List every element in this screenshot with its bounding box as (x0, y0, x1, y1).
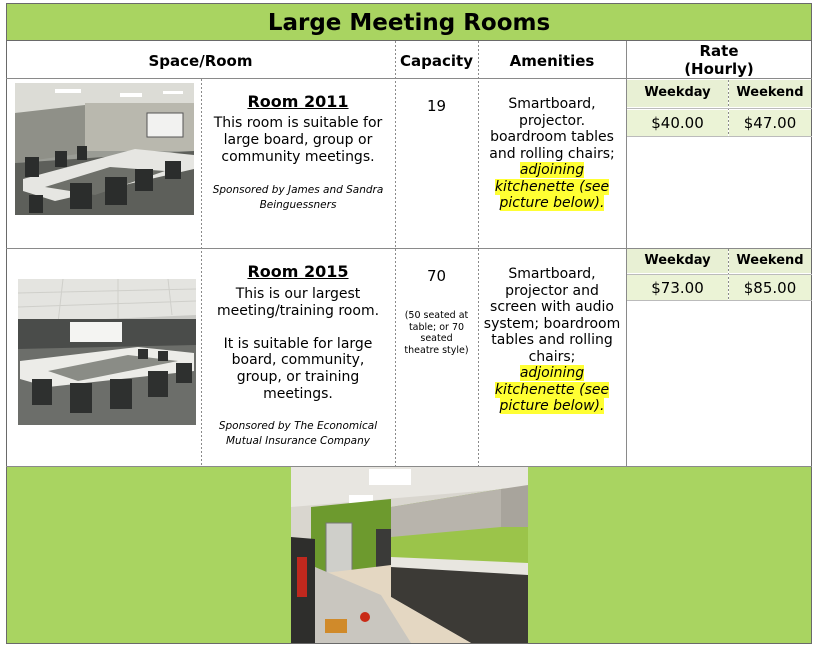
rate-divider (627, 136, 812, 137)
description-line: group, or training (236, 368, 360, 385)
kitchenette-note: picture below). (499, 398, 605, 414)
rate-weekday-label: Weekday (627, 80, 728, 107)
amenity-line: projector and (505, 282, 599, 299)
sponsor-line: Mutual Insurance Company (226, 435, 370, 447)
sponsor-line: Sponsored by James and Sandra (212, 184, 384, 196)
description-line: This is our largest (235, 286, 361, 302)
amenity-line: projector. (518, 112, 586, 129)
rate-weekday-value: $73.00 (627, 275, 728, 300)
kitchenette-note: adjoining (519, 162, 585, 178)
amenity-line: system; boardroom (483, 315, 621, 332)
room-2015-capacity-note (395, 310, 478, 356)
kitchenette-note: kitchenette (see (494, 381, 610, 398)
description-line: board, community, (231, 352, 365, 369)
training-room-photo (18, 279, 196, 425)
rate-weekend-value: $47.00 (729, 110, 811, 136)
amenity-line: and rolling chairs; (489, 145, 615, 162)
amenity-line: Smartboard, (508, 266, 596, 282)
header-capacity: Capacity (400, 52, 473, 70)
rate-weekend-value: $85.00 (729, 275, 811, 300)
amenity-line: Smartboard, (508, 96, 596, 112)
room-2015-sponsor (201, 419, 395, 449)
amenity-line: tables and rolling (491, 332, 613, 348)
rate-weekend-label: Weekend (729, 249, 811, 273)
amenity-line: chairs; (528, 348, 576, 365)
room-2015-capacity: 70 (426, 267, 447, 285)
header-rate-line2: (Hourly) (684, 60, 754, 78)
header-rate-line1: Rate (699, 42, 739, 60)
header-amenities: Amenities (509, 52, 595, 70)
meeting-room-photo (15, 83, 194, 215)
room-2015-amenities (478, 266, 626, 415)
room-2011-sponsor (201, 183, 395, 213)
description-line: This room is suitable for (213, 115, 383, 131)
description-line: meeting/training room. (216, 302, 380, 319)
amenity-line: boardroom tables (490, 129, 614, 145)
rate-divider (627, 108, 812, 109)
room-2011-amenities (478, 96, 626, 212)
page-title: Large Meeting Rooms (6, 3, 812, 41)
row-divider (6, 78, 812, 79)
room-2011-description (201, 115, 395, 166)
rate-divider (627, 274, 812, 275)
description-line: meetings. (263, 385, 333, 402)
rate-divider (627, 300, 812, 301)
capacity-note-line: table; or 70 (408, 321, 465, 333)
capacity-note-line: (50 seated at (404, 310, 469, 321)
sponsor-line: Sponsored by The Economical (218, 420, 378, 432)
description-line (201, 319, 395, 336)
rate-weekday-label: Weekday (627, 249, 728, 273)
rate-weekend-label: Weekend (729, 80, 811, 107)
room-2011-capacity: 19 (426, 97, 447, 115)
capacity-note-line: seated (420, 333, 453, 344)
description-line: large board, group or (223, 132, 373, 148)
room-2011-title: Room 2011 (247, 92, 349, 111)
footer-green-right (528, 467, 811, 643)
kitchenette-note: kitchenette (see (494, 178, 610, 195)
header-space-room: Space/Room (148, 52, 253, 70)
kitchenette-note: picture below). (499, 195, 605, 211)
room-2015-title: Room 2015 (247, 262, 349, 281)
description-line: community meetings. (221, 149, 375, 165)
amenity-line: screen with audio (490, 299, 614, 315)
rate-weekday-value: $40.00 (627, 110, 728, 136)
capacity-note-line: theatre style) (404, 344, 469, 356)
kitchenette-note: adjoining (519, 365, 585, 381)
room-2015-description (201, 286, 395, 402)
sponsor-line: Beinguessners (259, 199, 337, 211)
description-line: It is suitable for large (223, 335, 373, 352)
footer-green-left (7, 467, 291, 643)
kitchenette-photo (291, 467, 528, 643)
